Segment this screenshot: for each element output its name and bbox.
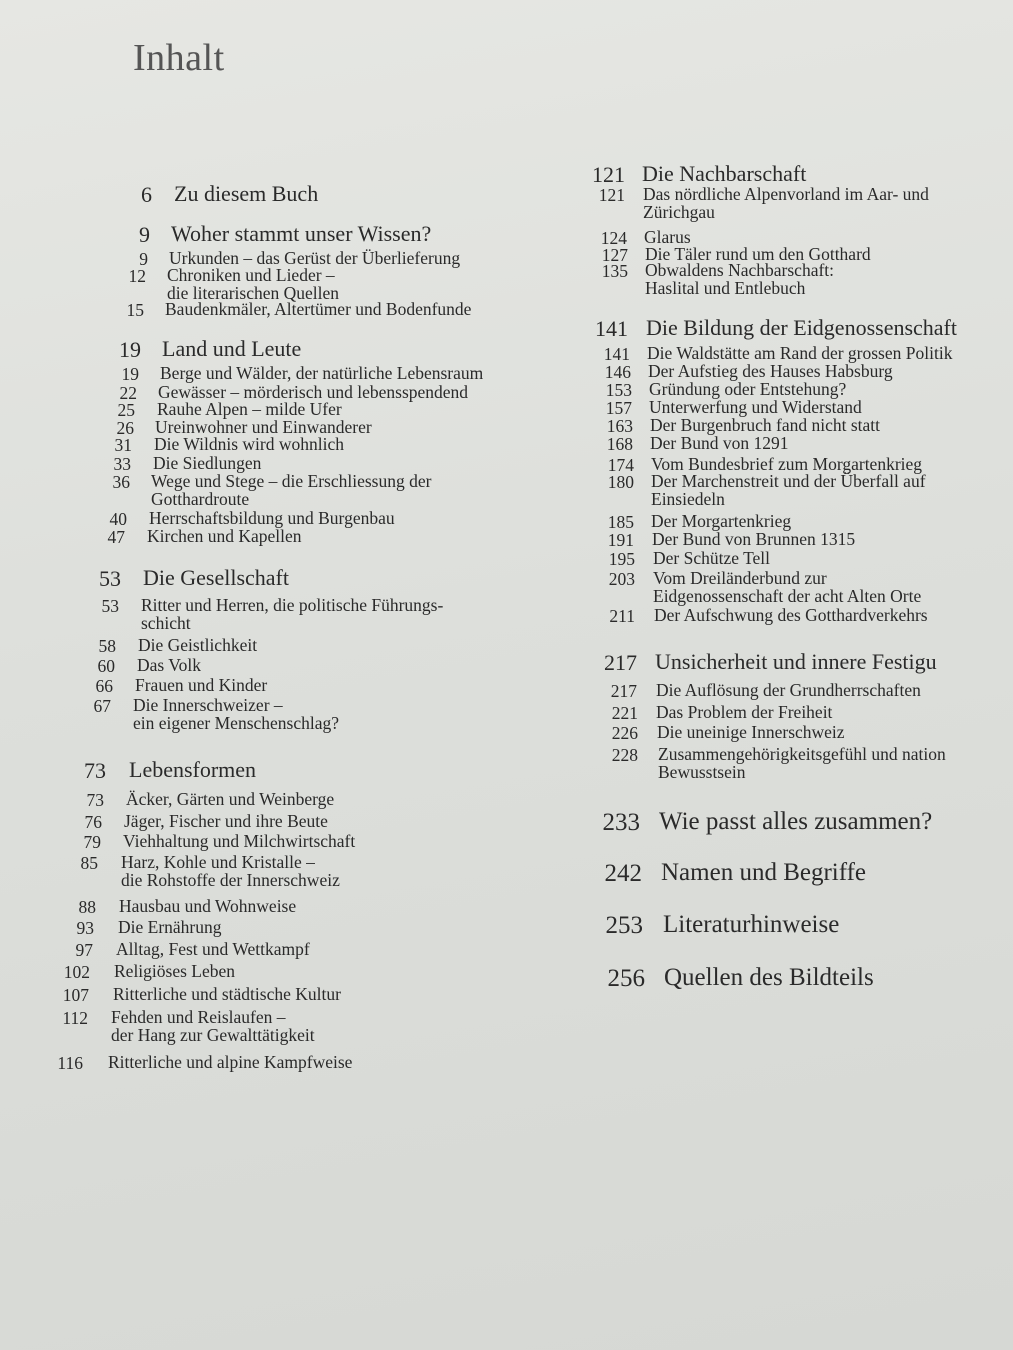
title-line: Namen und Begriffe xyxy=(661,859,867,886)
section-title xyxy=(171,222,431,245)
page-number: 217 xyxy=(604,650,637,675)
page-number: 22 xyxy=(119,383,137,403)
subsection-title xyxy=(113,985,341,1003)
title-line: Der Burgenbruch fand nicht statt xyxy=(650,415,881,435)
title-line: Religiöses Leben xyxy=(114,961,236,981)
title-line: Das Problem der Freiheit xyxy=(656,702,833,722)
page-number: 146 xyxy=(604,362,631,382)
page-number: 107 xyxy=(62,985,89,1005)
page-number: 168 xyxy=(606,434,633,454)
page-number: 60 xyxy=(97,656,115,676)
page-number: 73 xyxy=(86,790,104,810)
page-number: 124 xyxy=(600,228,627,248)
title-line: Die Ernährung xyxy=(118,917,222,937)
page-number: 47 xyxy=(107,527,125,547)
title-line: Die Wildnis wird wohnlich xyxy=(154,434,344,454)
section-title xyxy=(659,809,932,835)
page-number: 67 xyxy=(93,696,111,716)
page-number: 79 xyxy=(83,832,101,852)
title-line: Die Waldstätte am Rand der grossen Politik xyxy=(647,343,953,363)
title-line: Gründung oder Entstehung? xyxy=(649,379,847,399)
title-line: Der Bund von 1291 xyxy=(650,433,789,453)
title-line: Eidgenossenschaft der acht Alten Orte xyxy=(653,586,922,607)
title-line: Zu diesem Buch xyxy=(174,181,319,206)
section-title xyxy=(661,860,866,886)
subsection-title xyxy=(648,362,893,380)
page-number: 226 xyxy=(611,723,638,743)
subsection-title xyxy=(650,434,789,452)
page-number: 135 xyxy=(601,261,628,281)
page-number: 211 xyxy=(609,606,635,626)
page-number: 93 xyxy=(76,918,94,938)
page-number: 157 xyxy=(605,398,632,418)
title-line: Der Morgartenkrieg xyxy=(651,511,792,531)
title-line: Unterwerfung und Widerstand xyxy=(649,397,862,417)
page-number: 9 xyxy=(139,222,150,247)
title-line: Fehden und Reislaufen – xyxy=(111,1007,286,1027)
title-line: Jäger, Fischer und ihre Beute xyxy=(124,811,328,831)
page-number: 127 xyxy=(601,245,628,265)
title-line: Frauen und Kinder xyxy=(135,675,268,695)
title-line: Obwaldens Nachbarschaft: xyxy=(645,260,835,280)
title-line: Der Aufstieg des Hauses Habsburg xyxy=(648,361,893,381)
page-number: 9 xyxy=(139,249,148,269)
title-line: Glarus xyxy=(644,227,691,247)
title-line: Haslital und Entlebuch xyxy=(645,278,806,299)
title-line: Herrschaftsbildung und Burgenbau xyxy=(149,508,395,528)
page-number: 185 xyxy=(607,512,634,532)
page-number: 19 xyxy=(121,364,139,384)
subsection-title xyxy=(165,300,471,318)
title-line: Die Siedlungen xyxy=(153,453,262,473)
subsection-title xyxy=(650,416,880,434)
page-number: 85 xyxy=(80,853,98,873)
title-line: die literarischen Quellen xyxy=(167,283,340,304)
title-line: Vom Bundesbrief zum Morgartenkrieg xyxy=(651,454,923,474)
subsection-title xyxy=(652,530,855,548)
title-line: Das nördliche Alpenvorland im Aar- und xyxy=(643,184,929,204)
title-line: Hausbau und Wohnweise xyxy=(119,896,297,916)
title-line: Quellen des Bildteils xyxy=(664,964,874,991)
subsection-title xyxy=(651,512,791,530)
page-number: 116 xyxy=(57,1053,83,1073)
subsection-title xyxy=(118,918,222,936)
page-number: 174 xyxy=(607,455,634,475)
subsection-title xyxy=(114,962,235,980)
title-line: Alltag, Fest und Wettkampf xyxy=(116,939,310,959)
page-number: 73 xyxy=(84,758,106,783)
title-line: Die Auflösung der Grundherrschaften xyxy=(656,680,921,700)
title-line: Ritterliche und städtische Kultur xyxy=(113,984,341,1004)
page-number: 40 xyxy=(109,509,127,529)
title-line: Die Nachbarschaft xyxy=(642,161,807,186)
title-line: Rauhe Alpen – milde Ufer xyxy=(157,399,342,419)
title-line: Die Bildung der Eidgenossenschaft xyxy=(646,315,957,340)
page-number: 163 xyxy=(606,416,633,436)
section-title xyxy=(664,965,874,991)
page-number: 53 xyxy=(99,566,121,591)
title-line: Gewässer – mörderisch und lebensspendend xyxy=(158,382,469,402)
page-number: 33 xyxy=(113,454,131,474)
subsection-title xyxy=(160,364,483,382)
title-line: Gotthardroute xyxy=(151,489,250,510)
page-number: 256 xyxy=(607,965,645,992)
title-line: der Hang zur Gewalttätigkeit xyxy=(111,1025,315,1046)
subsection-title xyxy=(124,812,328,830)
page-number: 228 xyxy=(611,745,638,765)
title-line: Der Aufschwung des Gotthardverkehrs xyxy=(654,605,928,625)
subsection-title xyxy=(656,681,921,699)
page-number: 88 xyxy=(78,897,96,917)
title-line: Ureinwohner und Einwanderer xyxy=(155,417,372,437)
page-number: 141 xyxy=(603,344,630,364)
subsection-title xyxy=(137,656,201,674)
title-line: Literaturhinweise xyxy=(663,911,840,938)
subsection-title xyxy=(116,940,310,958)
subsection-title xyxy=(649,380,846,398)
subsection-title xyxy=(151,472,431,509)
title-line: Die Gesellschaft xyxy=(143,565,289,590)
title-line: Der Bund von Brunnen 1315 xyxy=(652,529,856,549)
section-title xyxy=(642,162,806,185)
page-number: 180 xyxy=(607,472,634,492)
subsection-title xyxy=(135,676,267,694)
title-line: Unsicherheit und innere Festigu xyxy=(655,649,937,674)
section-title xyxy=(143,566,289,589)
title-line: Das Volk xyxy=(137,655,202,675)
title-line: Der Marchenstreit und der Überfall auf xyxy=(651,471,926,491)
page-number: 203 xyxy=(608,569,635,589)
title-line: Der Schütze Tell xyxy=(653,548,771,568)
title-line: Ritterliche und alpine Kampfweise xyxy=(108,1052,353,1072)
subsection-title xyxy=(157,400,342,418)
section-title xyxy=(174,182,318,205)
title-line: Zusammengehörigkeitsgefühl und nation xyxy=(658,744,946,764)
title-line: Vom Dreiländerbund zur xyxy=(653,568,827,588)
page-number: 253 xyxy=(605,912,643,939)
subsection-title xyxy=(653,569,921,606)
title-line: Wege und Stege – die Erschliessung der xyxy=(151,471,432,491)
page-number: 191 xyxy=(607,530,634,550)
subsection-title xyxy=(649,398,862,416)
page-number: 12 xyxy=(128,266,146,286)
title-line: Die Geistlichkeit xyxy=(138,635,258,655)
page-number: 112 xyxy=(62,1008,88,1028)
title-line: Baudenkmäler, Altertümer und Bodenfunde xyxy=(165,299,472,319)
page-number: 19 xyxy=(119,337,141,362)
title-line: Land und Leute xyxy=(162,336,302,361)
title-line: ein eigener Menschenschlag? xyxy=(133,713,340,734)
subsection-title xyxy=(154,435,344,453)
subsection-title xyxy=(643,185,929,222)
subsection-title xyxy=(658,745,946,782)
page-title: Inhalt xyxy=(133,37,225,79)
subsection-title xyxy=(647,344,952,362)
subsection-title xyxy=(651,472,926,509)
page-number: 31 xyxy=(114,435,132,455)
page-number: 233 xyxy=(602,809,640,836)
title-line: Kirchen und Kapellen xyxy=(147,526,302,546)
section-title xyxy=(646,316,957,339)
page-number: 66 xyxy=(95,676,113,696)
page-number: 221 xyxy=(611,703,638,723)
subsection-title xyxy=(123,832,355,850)
subsection-title xyxy=(111,1008,315,1045)
page-number: 153 xyxy=(605,380,632,400)
title-line: Äcker, Gärten und Weinberge xyxy=(126,789,335,809)
subsection-title xyxy=(138,636,257,654)
page-number: 121 xyxy=(598,185,625,205)
title-line: Ritter und Herren, die politische Führungs- xyxy=(141,595,444,615)
page-number: 25 xyxy=(117,400,135,420)
page-number: 26 xyxy=(116,418,134,438)
page-number: 6 xyxy=(141,182,152,207)
section-title xyxy=(663,912,839,938)
section-title xyxy=(655,650,937,673)
page-number: 141 xyxy=(595,316,628,341)
title-line: die Rohstoffe der Innerschweiz xyxy=(121,870,340,891)
title-line: schicht xyxy=(141,613,191,634)
subsection-title xyxy=(141,596,443,633)
subsection-title xyxy=(119,897,296,915)
subsection-title xyxy=(121,853,340,890)
subsection-title xyxy=(654,606,928,624)
page-number: 217 xyxy=(610,681,637,701)
title-line: Lebensformen xyxy=(129,757,257,782)
section-title xyxy=(129,758,256,781)
title-line: Berge und Wälder, der natürliche Lebensraum xyxy=(160,363,484,383)
page-number: 15 xyxy=(126,300,144,320)
title-line: Zürichgau xyxy=(643,202,715,223)
section-title xyxy=(162,337,301,360)
subsection-title xyxy=(149,509,395,527)
subsection-title xyxy=(657,723,845,741)
subsection-title xyxy=(167,266,339,303)
page-number: 53 xyxy=(101,596,119,616)
title-line: Woher stammt unser Wissen? xyxy=(171,221,432,246)
page-number: 58 xyxy=(98,636,116,656)
subsection-title xyxy=(653,549,770,567)
subsection-title xyxy=(147,527,302,545)
subsection-title xyxy=(133,696,339,733)
title-line: Bewusstsein xyxy=(658,762,746,783)
subsection-title xyxy=(153,454,261,472)
subsection-title xyxy=(126,790,334,808)
subsection-title xyxy=(656,703,832,721)
page-number: 97 xyxy=(75,940,93,960)
title-line: Urkunden – das Gerüst der Überlieferung xyxy=(169,248,461,268)
page-number: 102 xyxy=(63,962,90,982)
page-number: 242 xyxy=(604,860,642,887)
subsection-title xyxy=(645,261,834,298)
title-line: Harz, Kohle und Kristalle – xyxy=(121,852,315,872)
page-number: 195 xyxy=(608,549,635,569)
page-number: 36 xyxy=(112,472,130,492)
title-line: Viehhaltung und Milchwirtschaft xyxy=(123,831,356,851)
title-line: Die uneinige Innerschweiz xyxy=(657,722,845,742)
page-number: 121 xyxy=(592,162,625,187)
title-line: Die Täler rund um den Gotthard xyxy=(645,244,871,264)
title-line: Wie passt alles zusammen? xyxy=(659,808,933,835)
subsection-title xyxy=(108,1053,352,1071)
title-line: Einsiedeln xyxy=(651,489,725,510)
title-line: Chroniken und Lieder – xyxy=(167,265,335,285)
page-number: 76 xyxy=(84,812,102,832)
title-line: Die Innerschweizer – xyxy=(133,695,283,715)
